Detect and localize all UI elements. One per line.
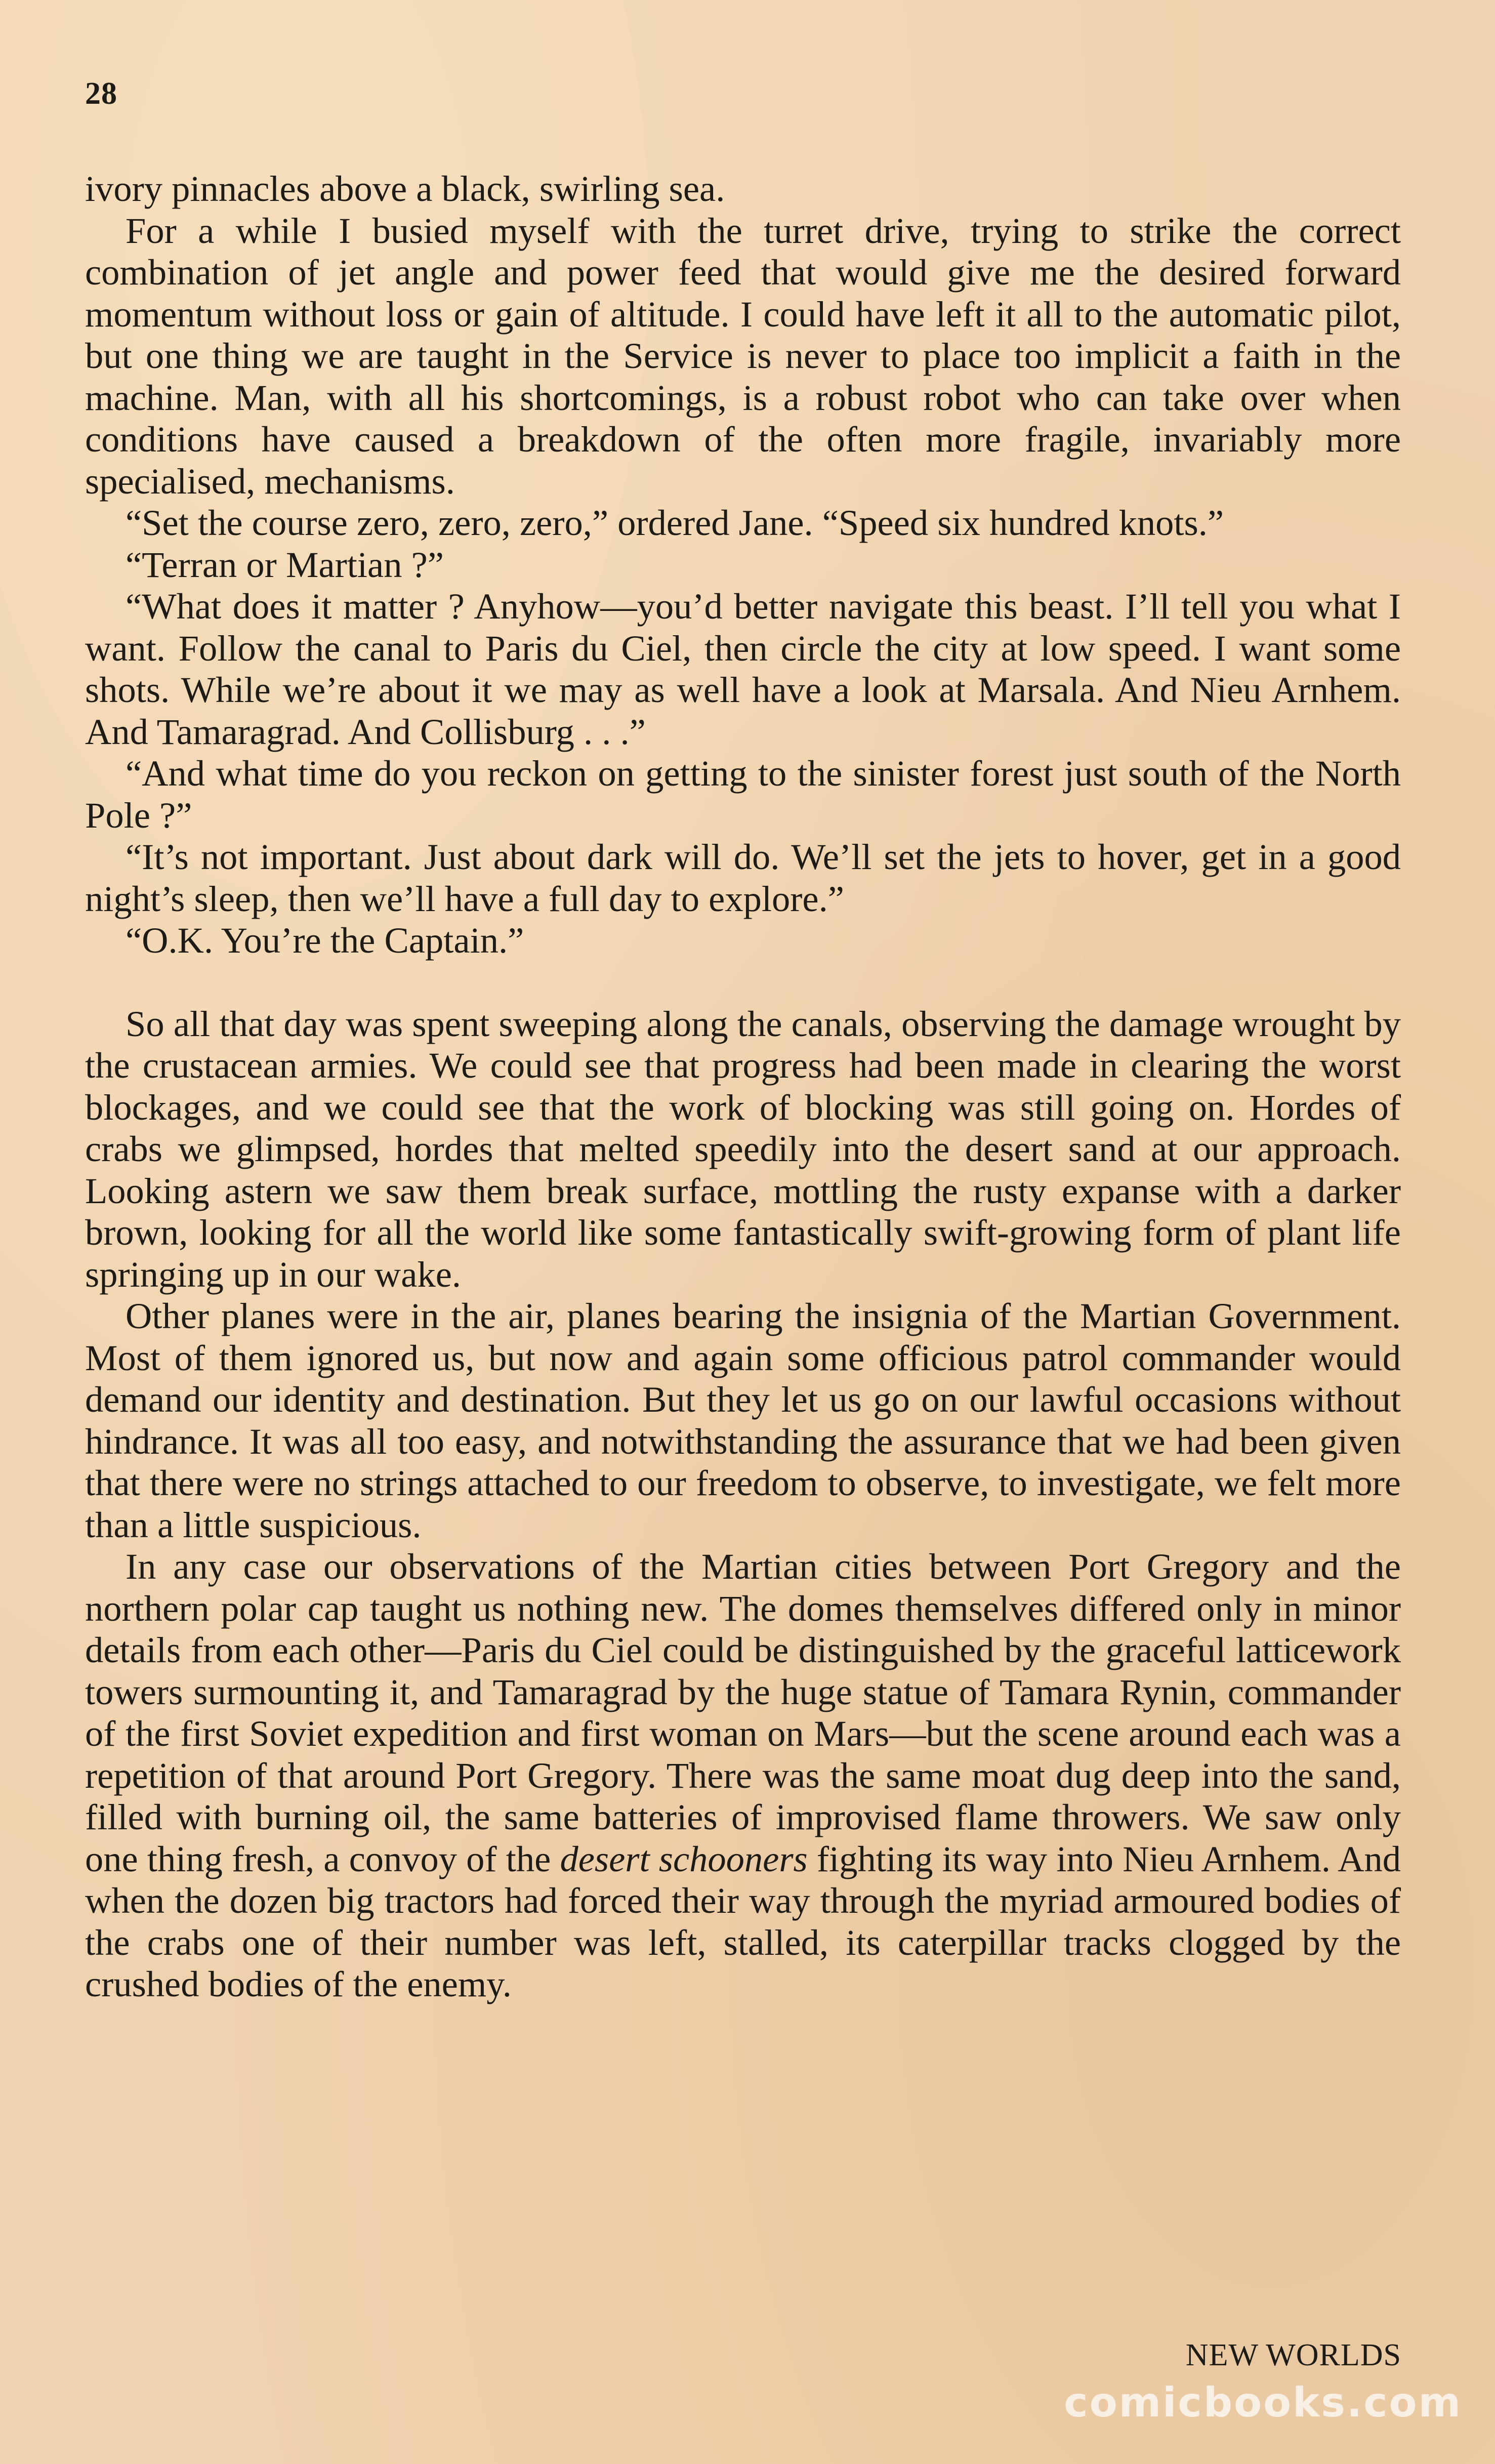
paragraph: Other planes were in the air, planes bearing the insignia of the Martian Government. Most of them ignored us, but now and again some officious patrol commander would demand our identity and destination. But they let us go on our lawful occasions without hindrance. It was all too easy, and notwithstanding the assurance that we had been given that there were no strings attached to our freedom to observe, to investigate, we felt more than a little suspicious. [85,1295,1401,1545]
dialogue-line: “What does it matter ? Anyhow—you’d better navigate this beast. I’ll tell you what I want. Follow the canal to Paris du Ciel, then circle the city at low speed. I want some shots. While we’re about it we may as well have a look at Marsala. And Nieu Arnhem. And Tamaragrad. And Collisburg . . .” [85,586,1401,752]
paragraph: For a while I busied myself with the turret drive, trying to strike the correct combination of jet angle and power feed that would give me the desired forward momentum without loss or gain of altitude. I could have left it all to the automatic pilot, but one thing we are taught in the Service is never to place too implicit a faith in the machine. Man, with all his shortcomings, is a robust robot who can take over when conditions have caused a breakdown of the often more fragile, invariably more specialised, mechanisms. [85,210,1401,502]
magazine-title-footer: NEW WORLDS [1185,2338,1401,2372]
paragraph-text: In any case our observations of the Martian cities between Port Gregory and the northern polar cap taught us nothing new. The domes themselves differed only in minor details from each other—Paris du Ciel could be distinguished by the graceful latticework towers surmounting it, and Tamaragrad by the huge statue of Tamara Rynin, commander of the first Soviet expedition and first woman on Mars—but the scene around each was a repetition of that around Port Gregory. There was the same moat dug deep into the sand, filled with burning oil, the same batteries of improvised flame throwers. We saw only one thing fresh, a convoy of the [85,1546,1401,1879]
dialogue-line: “Terran or Martian ?” [126,544,444,585]
dialogue-line: “And what time do you reckon on getting to the sinister forest just south of the North Pole ?” [85,753,1401,836]
story-text [85,168,1401,2005]
italic-phrase: desert schooners [560,1838,808,1879]
paragraph: So all that day was spent sweeping along the canals, observing the damage wrought by the crustacean armies. We could see that progress had been made in clearing the worst blockages, and we could see that the work of blocking was still going on. Hordes of crabs we glimpsed, hordes that melted speedily into the desert sand at our approach. Looking astern we saw them break surface, mottling the rusty expanse with a darker brown, looking for all the world like some fantastically swift-growing form of plant life springing up in our wake. [85,1003,1401,1295]
page-number: 28 [85,76,117,111]
paragraph [85,1546,1401,2005]
dialogue-line: “It’s not important. Just about dark will do. We’ll set the jets to hover, get in a good night’s sleep, then we’ll have a full day to explore.” [85,836,1401,919]
paragraph: ivory pinnacles above a black, swirling sea. [85,168,725,209]
watermark: comicbooks.com [1064,2379,1462,2426]
paragraph-text-continued: fighting its way into Nieu Arnhem. And when the dozen big tractors had forced their way through the myriad armoured bodies of the crabs one of their number was left, stalled, its caterpillar tracks clogged by the crushed bodies of the enemy. [85,1838,1401,2004]
section-break [85,962,1401,1003]
dialogue-line: “Set the course zero, zero, zero,” ordered Jane. “Speed six hundred knots.” [126,502,1224,543]
dialogue-line: “O.K. You’re the Captain.” [126,920,524,961]
